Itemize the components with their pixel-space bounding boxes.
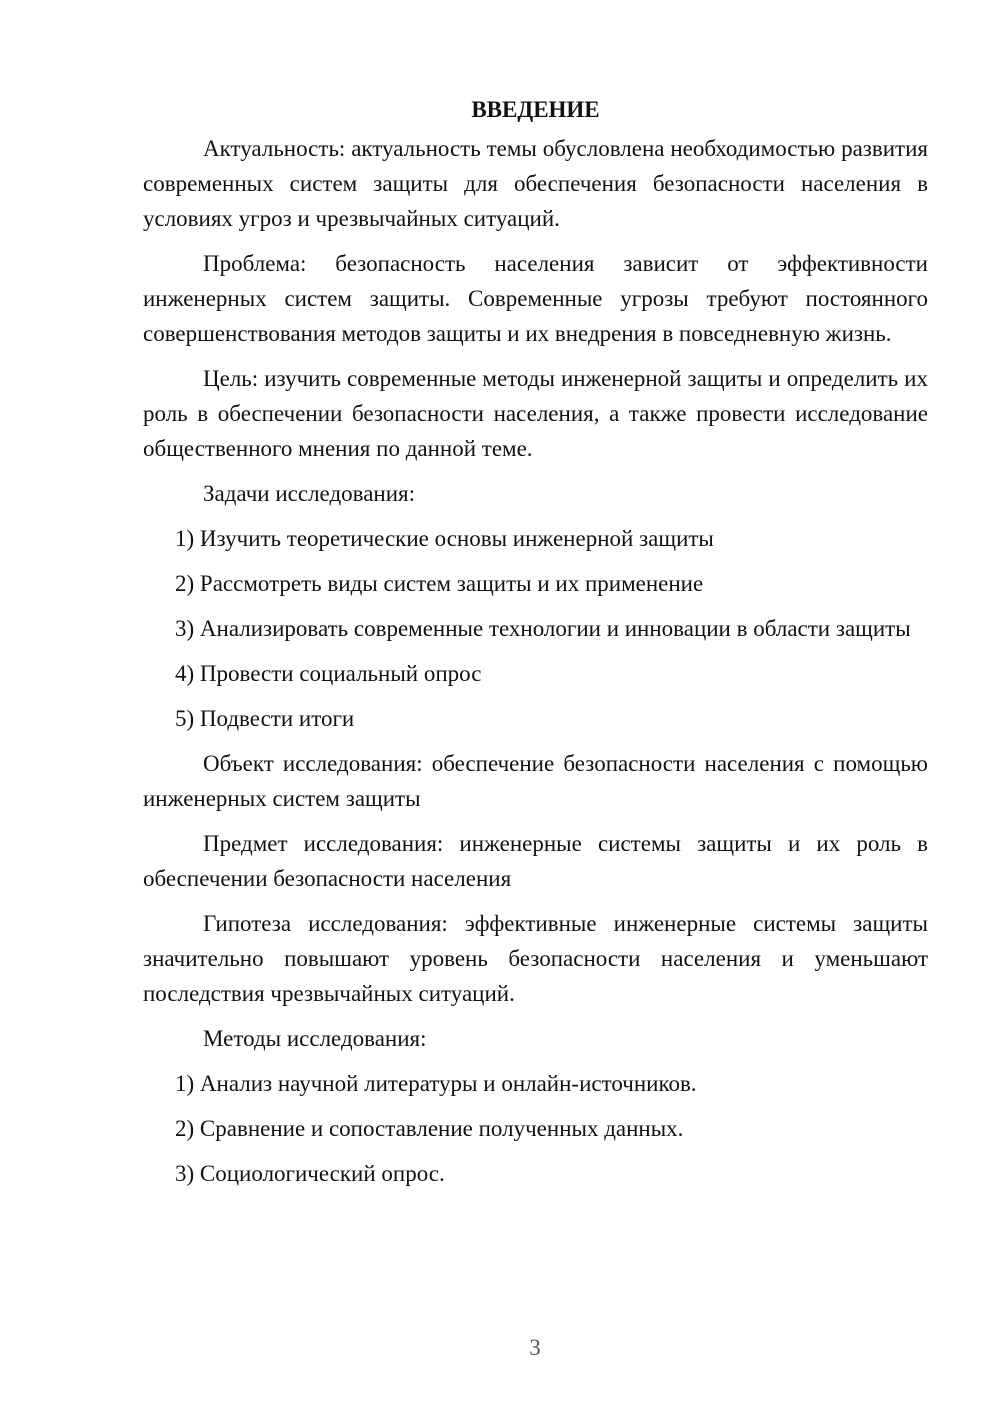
page-title: ВВЕДЕНИЕ <box>471 97 600 122</box>
methods-heading: Методы исследования: <box>203 1026 427 1051</box>
paragraph-goal: Цель: изучить современные методы инженерной защиты и определить их роль в обеспечении безопасности населения, а также провести исследование общественного мнения по данной теме. <box>143 366 928 461</box>
method-item-2: 2) Сравнение и сопоставление полученных данных. <box>175 1116 684 1141</box>
paragraph-subject: Предмет исследования: инженерные системы защиты и их роль в обеспечении безопасности населения <box>143 831 928 891</box>
task-item-1: 1) Изучить теоретические основы инженерной защиты <box>175 526 714 551</box>
tasks-heading: Задачи исследования: <box>203 481 416 506</box>
task-item-4: 4) Провести социальный опрос <box>175 661 482 686</box>
method-item-3: 3) Социологический опрос. <box>175 1161 445 1186</box>
method-item-1: 1) Анализ научной литературы и онлайн-источников. <box>175 1071 697 1096</box>
task-item-5: 5) Подвести итоги <box>175 706 355 731</box>
paragraph-relevance: Актуальность: актуальность темы обусловлена необходимостью развития современных систем защиты для обеспечения безопасности населения в условиях угроз и чрезвычайных ситуаций. <box>143 136 928 231</box>
paragraph-object: Объект исследования: обеспечение безопасности населения с помощью инженерных систем защиты <box>143 751 928 811</box>
page-number: 3 <box>529 1335 541 1360</box>
page-content <box>143 92 928 1201</box>
task-item-3: 3) Анализировать современные технологии и инновации в области защиты <box>175 616 911 641</box>
task-item-2: 2) Рассмотреть виды систем защиты и их применение <box>175 571 704 596</box>
paragraph-hypothesis: Гипотеза исследования: эффективные инженерные системы защиты значительно повышают уровень безопасности населения и уменьшают последствия чрезвычайных ситуаций. <box>143 911 928 1006</box>
paragraph-problem: Проблема: безопасность населения зависит от эффективности инженерных систем защиты. Современные угрозы требуют постоянного совершенствования методов защиты и их внедрения в повседневную жизнь. <box>143 251 928 346</box>
